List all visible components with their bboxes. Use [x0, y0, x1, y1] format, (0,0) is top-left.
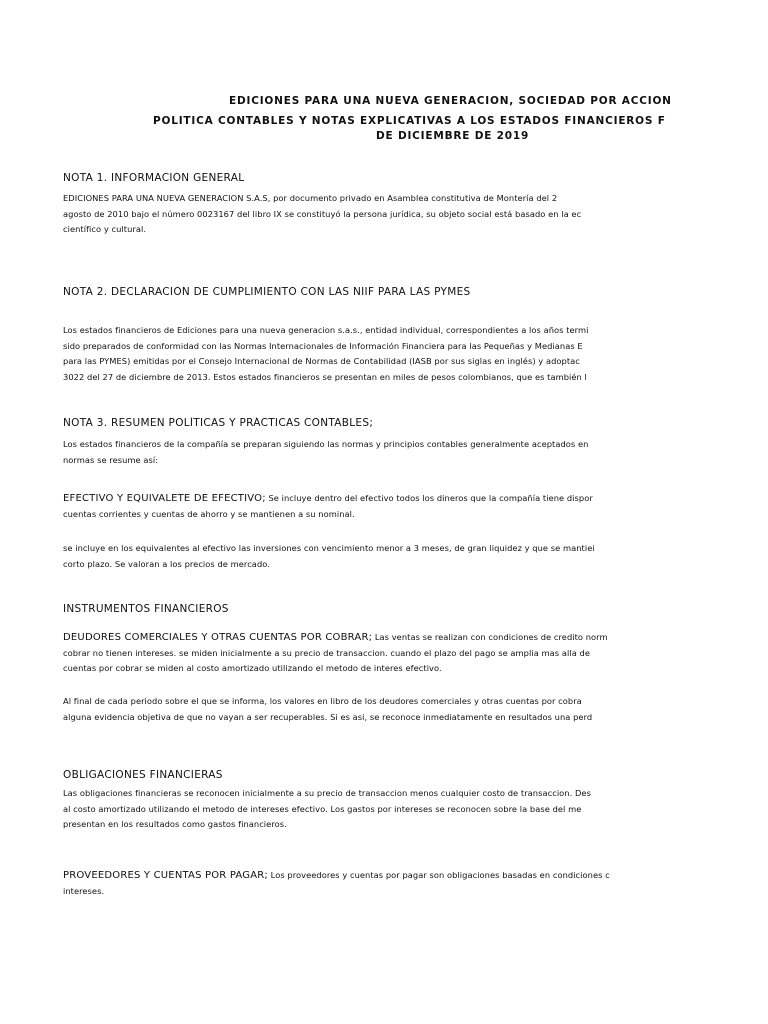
nota3-heading: NOTA 3. RESUMEN POLÍTICAS Y PRÁCTICAS CONTABLES; — [63, 417, 374, 429]
document-subtitle: POLITICA CONTABLES Y NOTAS EXPLICATIVAS A LOS ESTADOS FINANCIEROS F — [153, 115, 666, 127]
text-line: cobrar no tienen intereses. se miden inicialmente a su precio de transaccion. cuando el plazo del pago se amplia mas alla de — [63, 647, 590, 658]
nota2-body — [63, 323, 635, 386]
efectivo-section — [63, 491, 635, 522]
document-date-line: DE DICIEMBRE DE 2019 — [376, 130, 530, 142]
text-line: cuentas por cobrar se miden al costo amortizado utilizando el metodo de interes efectivo. — [63, 663, 442, 674]
text-line: para las PYMES) emitidas por el Consejo Internacional de Normas de Contabilidad (IASB por sus siglas en inglés) y adoptac — [63, 356, 580, 367]
text-line: Los estados financieros de Ediciones para una nueva generacion s.a.s., entidad individual, correspondientes a los años termi — [63, 325, 589, 335]
proveedores-section — [63, 868, 635, 899]
proveedores-heading: PROVEEDORES Y CUENTAS POR PAGAR; — [63, 870, 268, 881]
text-line: presentan en los resultados como gastos financieros. — [63, 819, 287, 830]
text-line: EDICIONES PARA UNA NUEVA GENERACION S.A.S, por documento privado en Asamblea constitutiva de Montería del 2 — [63, 193, 558, 203]
efectivo-first-line: Se incluye dentro del efectivo todos los dineros que la compañía tiene dispor — [265, 493, 593, 503]
text-line: científico y cultural. — [63, 224, 147, 235]
text-line: Las obligaciones financieras se reconocen inicialmente a su precio de transaccion menos cualquier costo de transaccion. Des — [63, 788, 591, 798]
instrumentos-heading: INSTRUMENTOS FINANCIEROS — [63, 603, 229, 615]
text-line: normas se resume así: — [63, 454, 159, 465]
proveedores-first-line: Los proveedores y cuentas por pagar son obligaciones basadas en condiciones c — [268, 870, 610, 880]
nota3-body — [63, 437, 635, 468]
obligaciones-body — [63, 786, 635, 833]
text-line: corto plazo. Se valoran a los precios de mercado. — [63, 558, 270, 569]
efectivo-heading: EFECTIVO Y EQUIVALETE DE EFECTIVO; — [63, 493, 266, 504]
final-periodo-body — [63, 694, 635, 725]
deudores-section — [63, 630, 635, 677]
text-line: 3022 del 27 de diciembre de 2013. Estos estados financieros se presentan en miles de pesos colombianos, que es también l — [63, 372, 587, 383]
text-line: sido preparados de conformidad con las Normas Internacionales de Información Financiera para las Pequeñas y Medianas E — [63, 340, 583, 351]
text-line: alguna evidencia objetiva de que no vayan a ser recuperables. Si es asi, se reconoce inmediatamente en resultados una perd — [63, 711, 593, 722]
company-title: EDICIONES PARA UNA NUEVA GENERACION, SOCIEDAD POR ACCION — [229, 95, 672, 107]
text-line: agosto de 2010 bajo el número 0023167 del libro IX se constituyó la persona jurídica, su objeto social está basado en la ec — [63, 208, 582, 219]
obligaciones-heading: OBLIGACIONES FINANCIERAS — [63, 769, 223, 781]
text-line: Al final de cada periodo sobre el que se informa, los valores en libro de los deudores comerciales y otras cuentas por cobra — [63, 696, 582, 706]
text-line — [63, 491, 635, 507]
text-line — [63, 868, 635, 884]
deudores-heading: DEUDORES COMERCIALES Y OTRAS CUENTAS POR COBRAR; — [63, 632, 373, 643]
text-line: cuentas corrientes y cuentas de ahorro y se mantienen a su nominal. — [63, 508, 355, 519]
text-line: al costo amortizado utilizando el metodo de intereses efectivo. Los gastos por intereses se reconocen sobre la base del me — [63, 803, 582, 814]
text-line — [63, 630, 635, 646]
text-line: Los estados financieros de la compañía se preparan siguiendo las normas y principios contables generalmente aceptados en — [63, 439, 589, 449]
text-line: intereses. — [63, 885, 105, 896]
nota1-heading: NOTA 1. INFORMACIÓN GENERAL — [63, 172, 245, 184]
nota1-body — [63, 191, 635, 238]
equivalentes-body — [63, 541, 635, 572]
text-line: se incluye en los equivalentes al efectivo las inversiones con vencimiento menor a 3 meses, de gran liquidez y que se mantiei — [63, 543, 595, 553]
nota2-heading: NOTA 2. DECLARACIÓN DE CUMPLIMIENTO CON LAS NIIF PARA LAS PYMES — [63, 286, 471, 298]
deudores-first-line: Las ventas se realizan con condiciones de credito norm — [372, 632, 608, 642]
